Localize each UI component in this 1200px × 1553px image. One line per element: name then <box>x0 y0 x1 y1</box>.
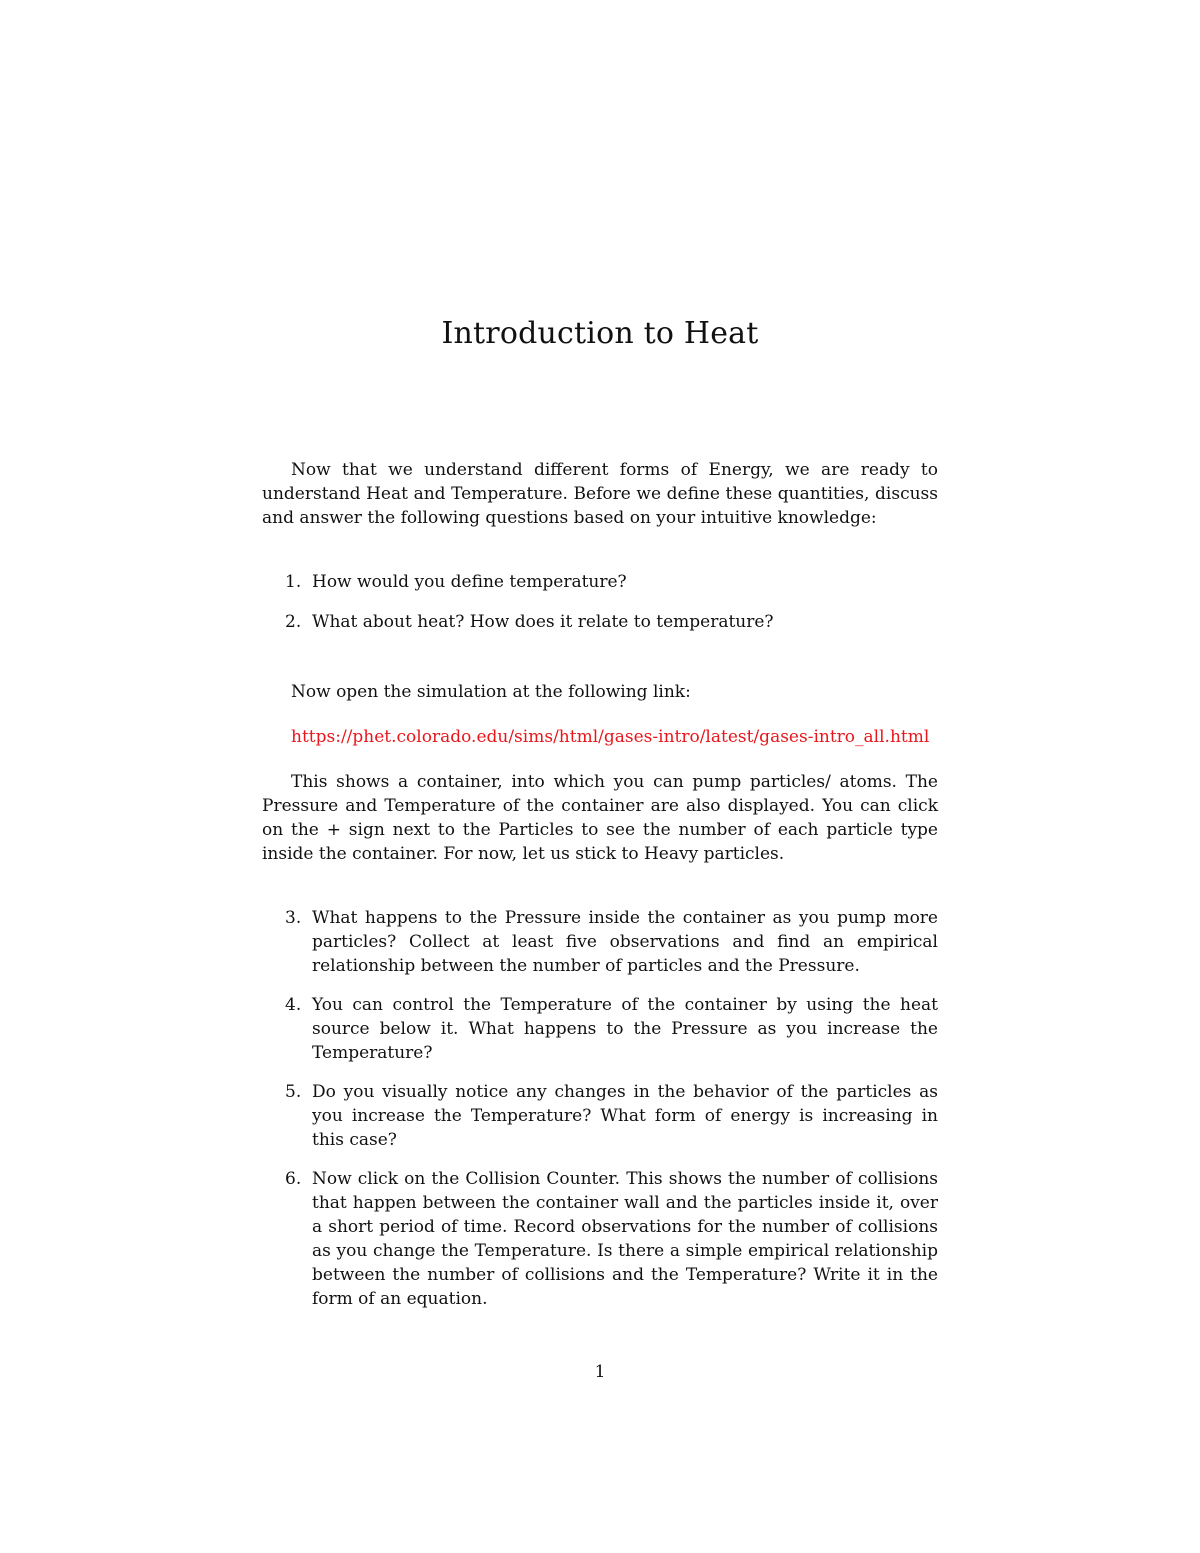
question-text: Now click on the Collision Counter. This shows the number of collisions that happen between the container wall and the particles inside it, over a short period of time. Record observations for the number of collisions as you change the Temperature. Is there a simple empirical relationship between the number of collisions and the Temperature? Write it in the form of an equation. <box>312 1169 938 1309</box>
question-text: What about heat? How does it relate to temperature? <box>312 612 774 632</box>
question-text: Do you visually notice any changes in the behavior of the particles as you increase the Temperature? What form of energy is increasing in this case? <box>312 1082 938 1150</box>
simulation-link[interactable]: https://phet.colorado.edu/sims/html/gases-intro/latest/gases-intro_all.html <box>291 727 930 747</box>
question-text: You can control the Temperature of the container by using the heat source below it. What happens to the Pressure as you increase the Temperature? <box>312 995 938 1063</box>
list-item <box>262 1080 938 1152</box>
list-item <box>262 610 938 634</box>
question-list-part2 <box>262 906 938 1326</box>
question-number: 4. <box>285 995 302 1015</box>
intro-paragraph: Now that we understand different forms of Energy, we are ready to understand Heat and Temperature. Before we define these quantities, discuss and answer the following questions based on your intuitive knowledge: <box>262 460 938 528</box>
list-item <box>262 993 938 1065</box>
question-text: How would you define temperature? <box>312 572 627 592</box>
question-number: 2. <box>285 612 302 632</box>
page-number: 1 <box>594 1362 606 1382</box>
question-number: 1. <box>285 572 302 592</box>
description-paragraph: This shows a container, into which you can pump particles/ atoms. The Pressure and Temperature of the container are also displayed. You can click on the + sign next to the Particles to see the number of each particle type inside the container. For now, let us stick to Heavy particles. <box>262 772 938 864</box>
question-number: 3. <box>285 908 302 928</box>
open-simulation-paragraph: Now open the simulation at the following link: <box>291 682 691 702</box>
list-item <box>262 906 938 978</box>
question-number: 5. <box>285 1082 302 1102</box>
list-item <box>262 570 938 594</box>
question-number: 6. <box>285 1169 302 1189</box>
question-list-part1 <box>262 570 938 650</box>
question-text: What happens to the Pressure inside the container as you pump more particles? Collect at least five observations and find an empirical relationship between the number of particles and the Pressure. <box>312 908 938 976</box>
list-item <box>262 1167 938 1311</box>
document-title: Introduction to Heat <box>441 316 759 351</box>
